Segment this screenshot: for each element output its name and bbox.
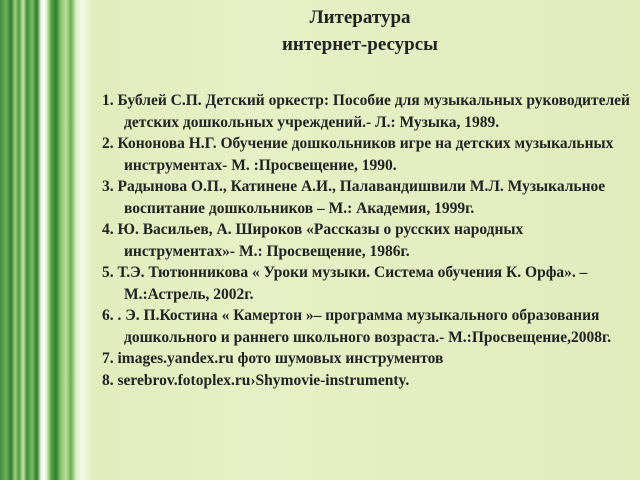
reference-item-3: 3. Радынова О.П., Катинене А.И., Палавандишвили М.Л. Музыкальное воспитание дошкольников – М.: Академия, 1999г. (102, 178, 606, 217)
reference-item-6: 6. . Э. П.Костина « Камертон »– программа музыкального образования дошкольного и раннего школьного возраста.- М.:Просвещение,2008г. (102, 307, 612, 346)
decorative-stripes (0, 0, 92, 480)
reference-item-2: 2. Кононова Н.Г. Обучение дошкольников игре на детских музыкальных инструментах- М. :Просвещение, 1990. (102, 135, 614, 174)
reference-item-4: 4. Ю. Васильев, А. Широков «Рассказы о русских народных инструментах»- М.: Просвещение, 1986г. (102, 221, 524, 260)
page-title (200, 4, 520, 58)
reference-list (102, 90, 630, 391)
reference-item-7: 7. images.yandex.ru фото шумовых инструментов (102, 350, 444, 367)
title-line-1: Литература (309, 7, 411, 28)
title-line-2: интернет-ресурсы (281, 34, 439, 55)
reference-item-5: 5. Т.Э. Тютюнникова « Уроки музыки. Система обучения К. Орфа». –М.:Астрель, 2002г. (102, 264, 588, 303)
reference-item-8: 8. serebrov.fotoplex.ru›Shymovie-instrumenty. (102, 371, 410, 389)
reference-item-1: 1. Бублей С.П. Детский оркестр: Пособие для музыкальных руководителей детских дошкольных учреждений.- Л.: Музыка, 1989. (102, 92, 630, 131)
